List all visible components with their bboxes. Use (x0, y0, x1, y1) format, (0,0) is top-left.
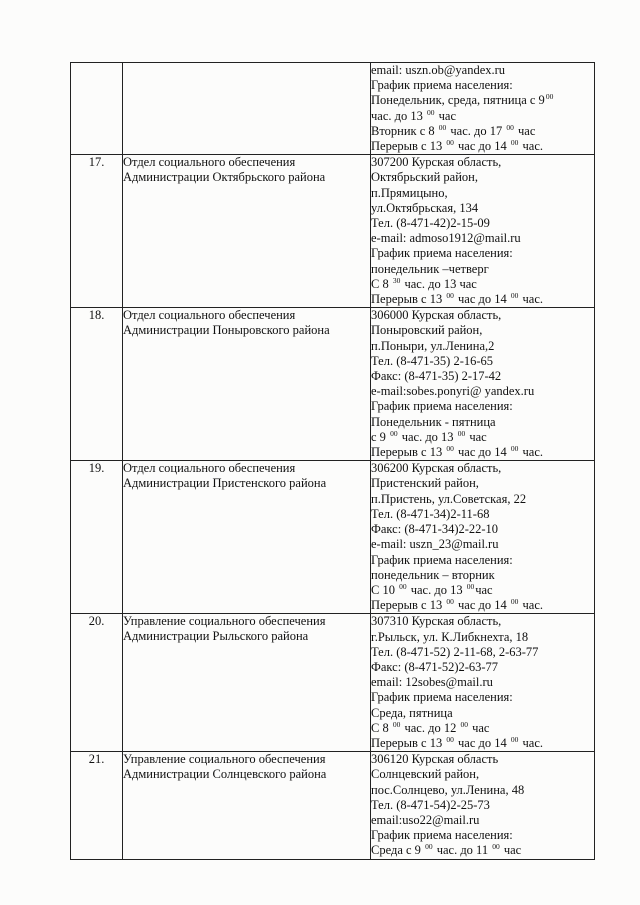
time-minutes-superscript: 00 (460, 719, 468, 729)
contact-info-cell (371, 461, 595, 614)
contact-info-text: График приема населения: (371, 246, 513, 261)
contact-info-text: Среда с 9 (371, 843, 425, 858)
contact-info-line (371, 843, 594, 858)
contact-info-text: час. (519, 445, 543, 460)
contact-info-text: Понедельник, среда, пятница с 9 (371, 93, 545, 108)
contact-info-text: час. до 11 (433, 843, 492, 858)
contact-info-text: Тел. (8-471-34)2-11-68 (371, 506, 490, 521)
contact-info-text: час до 14 (454, 735, 510, 750)
contact-info-text: с 9 (371, 429, 390, 444)
time-minutes-superscript: 00 (457, 428, 466, 438)
time-minutes-superscript: 00 (506, 122, 514, 132)
contact-info-text: Среда, пятница (371, 705, 453, 720)
office-name-line: Администрации Пристенского района (123, 476, 327, 491)
contact-info-text: г.Рыльск, ул. К.Либкнехта, 18 (371, 629, 529, 644)
contact-info-text: С 8 (371, 276, 392, 291)
contact-info-text: понедельник – вторник (371, 567, 495, 582)
contact-info-text: График приема населения: (371, 828, 513, 843)
table-row (71, 308, 595, 461)
contact-info-line (371, 399, 594, 414)
contact-info-line (371, 553, 594, 568)
contact-info-text: График приема населения: (371, 399, 513, 414)
contact-info-text: п.Прямицыно, (371, 185, 448, 200)
contact-info-line (371, 216, 594, 231)
contact-info-line (371, 660, 594, 675)
contact-info-line (371, 93, 594, 108)
contact-info-line (371, 767, 594, 782)
contact-info-text: Пристенский район, (371, 476, 479, 491)
contact-info-text: час. до 12 (401, 720, 460, 735)
time-minutes-superscript: 00 (492, 842, 500, 852)
contact-info-line (371, 445, 594, 460)
contact-info-line (371, 645, 594, 660)
office-name-line: Администрации Поныровского района (123, 323, 330, 338)
contact-info-text: Поныровский район, (371, 323, 483, 338)
office-name-line: Отдел социального обеспечения (123, 155, 296, 170)
contact-info-text: Тел. (8-471-35) 2-16-65 (371, 353, 494, 368)
time-minutes-superscript: 00 (392, 719, 401, 729)
offices-table (70, 62, 595, 860)
contact-info-text: час. до 13 час (401, 276, 477, 291)
contact-info-text: час до 14 (454, 445, 510, 460)
contact-info-text: Тел. (8-471-42)2-15-09 (371, 216, 490, 231)
contact-info-text: час (475, 582, 493, 597)
time-minutes-superscript: 00 (399, 581, 407, 591)
contact-info-line (371, 598, 594, 613)
contact-info-text: 306200 Курская область, (371, 461, 502, 476)
office-name-line: Администрации Октябрьского района (123, 170, 326, 185)
office-name-line: Отдел социального обеспечения (123, 461, 296, 476)
contact-info-line (371, 201, 594, 216)
contact-info-line (371, 155, 594, 170)
contact-info-text: График приема населения: (371, 552, 513, 567)
office-name-cell (123, 461, 371, 614)
contact-info-text: п.Пристень, ул.Советская, 22 (371, 491, 527, 506)
office-name-cell (123, 155, 371, 308)
contact-info-text: С 10 (371, 582, 399, 597)
contact-info-text: Тел. (8-471-54)2-25-73 (371, 797, 490, 812)
time-minutes-superscript: 00 (510, 597, 519, 607)
contact-info-text: 306120 Курская область (371, 752, 499, 767)
time-minutes-superscript: 00 (466, 581, 475, 591)
contact-info-line (371, 170, 594, 185)
contact-info-line (371, 384, 594, 399)
contact-info-text: Понедельник - пятница (371, 414, 496, 429)
contact-info-line (371, 78, 594, 93)
contact-info-line (371, 139, 594, 154)
contact-info-text: час (435, 108, 457, 123)
contact-info-line (371, 813, 594, 828)
time-minutes-superscript: 00 (446, 291, 454, 301)
contact-info-line (371, 292, 594, 307)
contact-info-text: email: 12sobes@mail.ru (371, 675, 493, 690)
contact-info-text: понедельник –четверг (371, 261, 489, 276)
contact-info-line (371, 415, 594, 430)
contact-info-text: час. до 13 (407, 582, 466, 597)
time-minutes-superscript: 00 (438, 122, 447, 132)
contact-info-line (371, 109, 594, 124)
contact-info-text: Тел. (8-471-52) 2-11-68, 2-63-77 (371, 644, 539, 659)
contact-info-text: п.Поныри, ул.Ленина,2 (371, 338, 495, 353)
contact-info-text: e-mail:sobes.ponyri@ yandex.ru (371, 384, 535, 399)
time-minutes-superscript: 00 (510, 734, 519, 744)
contact-info-line (371, 828, 594, 843)
contact-info-line (371, 124, 594, 139)
contact-info-line (371, 736, 594, 751)
contact-info-text: Перерыв с 13 (371, 292, 446, 307)
row-number: 19. (71, 461, 123, 614)
contact-info-line (371, 323, 594, 338)
office-name-cell (123, 308, 371, 461)
contact-info-text: e-mail: admoso1912@mail.ru (371, 231, 521, 246)
time-minutes-superscript: 00 (446, 444, 454, 454)
contact-info-text: час. (519, 735, 543, 750)
table-row-continuation (71, 63, 595, 155)
contact-info-text: График приема населения: (371, 78, 513, 93)
contact-info-line (371, 721, 594, 736)
contact-info-text: час (500, 843, 522, 858)
office-name-cell (123, 614, 371, 752)
contact-info-text: час до 14 (454, 598, 510, 613)
contact-info-text: час (466, 429, 487, 444)
contact-info-line (371, 630, 594, 645)
contact-info-line (371, 783, 594, 798)
contact-info-text: Перерыв с 13 (371, 445, 446, 460)
contact-info-text: График приема населения: (371, 690, 513, 705)
contact-info-line (371, 706, 594, 721)
table-row (71, 461, 595, 614)
contact-info-text: Факс: (8-471-52)2-63-77 (371, 659, 499, 674)
time-minutes-superscript: 00 (390, 428, 398, 438)
contact-info-line (371, 492, 594, 507)
contact-info-cell (371, 752, 595, 860)
contact-info-line (371, 583, 594, 598)
time-minutes-superscript: 00 (425, 842, 433, 852)
contact-info-text: Перерыв с 13 (371, 139, 446, 154)
contact-info-line (371, 798, 594, 813)
table-row (71, 614, 595, 752)
contact-info-text: email:uso22@mail.ru (371, 812, 480, 827)
contact-info-text: С 8 (371, 720, 392, 735)
contact-info-text: 307310 Курская область, (371, 614, 502, 629)
contact-info-line (371, 354, 594, 369)
contact-info-line (371, 507, 594, 522)
contact-info-line (371, 675, 594, 690)
contact-info-text: Перерыв с 13 (371, 735, 446, 750)
contact-info-line (371, 369, 594, 384)
office-name-line: Управление социального обеспечения (123, 614, 326, 629)
contact-info-text: час до 14 (454, 139, 510, 154)
contact-info-line (371, 63, 594, 78)
contact-info-text: час. до 13 (371, 108, 426, 123)
office-name-line: Отдел социального обеспечения (123, 308, 296, 323)
contact-info-text: час. (519, 139, 543, 154)
contact-info-text: Факс: (8-471-34)2-22-10 (371, 522, 499, 537)
time-minutes-superscript: 00 (510, 138, 519, 148)
contact-info-line (371, 690, 594, 705)
contact-info-line (371, 231, 594, 246)
contact-info-line (371, 522, 594, 537)
contact-info-text: 306000 Курская область, (371, 308, 502, 323)
row-number: 21. (71, 752, 123, 860)
contact-info-line (371, 614, 594, 629)
time-minutes-superscript: 00 (545, 92, 554, 102)
table-row (71, 155, 595, 308)
contact-info-text: ул.Октябрьская, 134 (371, 200, 479, 215)
contact-info-text: час. (519, 598, 543, 613)
contact-info-text: час. до 17 (447, 123, 506, 138)
contact-info-line (371, 430, 594, 445)
table-row (71, 752, 595, 860)
time-minutes-superscript: 00 (510, 291, 519, 301)
contact-info-text: Солнцевский район, (371, 767, 480, 782)
contact-info-line (371, 752, 594, 767)
office-name-line: Администрации Рыльского района (123, 629, 309, 644)
row-number: 17. (71, 155, 123, 308)
row-number: 20. (71, 614, 123, 752)
contact-info-cell (371, 308, 595, 461)
row-number: 18. (71, 308, 123, 461)
contact-info-text: час. (519, 292, 543, 307)
office-name-line: Администрации Солнцевского района (123, 767, 327, 782)
contact-info-line (371, 339, 594, 354)
contact-info-text: пос.Солнцево, ул.Ленина, 48 (371, 782, 525, 797)
time-minutes-superscript: 00 (510, 444, 519, 454)
office-name-cell (123, 63, 371, 155)
row-number-cell (71, 63, 123, 155)
contact-info-text: час до 14 (454, 292, 510, 307)
contact-info-line (371, 277, 594, 292)
time-minutes-superscript: 00 (446, 597, 454, 607)
contact-info-cell (371, 614, 595, 752)
office-name-cell (123, 752, 371, 860)
time-minutes-superscript: 00 (446, 734, 454, 744)
time-minutes-superscript: 00 (446, 138, 454, 148)
contact-info-text: час. до 13 (398, 429, 457, 444)
contact-info-text: Факс: (8-471-35) 2-17-42 (371, 369, 502, 384)
contact-info-text: Октябрьский район, (371, 170, 478, 185)
contact-info-text: Перерыв с 13 (371, 598, 446, 613)
contact-info-line (371, 308, 594, 323)
contact-info-line (371, 262, 594, 277)
contact-info-text: e-mail: uszn_23@mail.ru (371, 537, 499, 552)
contact-info-cell (371, 155, 595, 308)
contact-info-line (371, 476, 594, 491)
contact-info-text: email: uszn.ob@yandex.ru (371, 63, 506, 77)
contact-info-line (371, 246, 594, 261)
contact-info-text: час (468, 720, 490, 735)
contact-info-line (371, 568, 594, 583)
contact-info-line (371, 186, 594, 201)
contact-info-text: час (514, 123, 536, 138)
contact-info-cell (371, 63, 595, 155)
contact-info-line (371, 537, 594, 552)
contact-info-line (371, 461, 594, 476)
offices-table-body (71, 63, 595, 860)
time-minutes-superscript: 00 (427, 107, 435, 117)
time-minutes-superscript: 30 (392, 275, 401, 285)
contact-info-text: Вторник с 8 (371, 123, 438, 138)
office-name-line: Управление социального обеспечения (123, 752, 326, 767)
contact-info-text: 307200 Курская область, (371, 155, 502, 170)
